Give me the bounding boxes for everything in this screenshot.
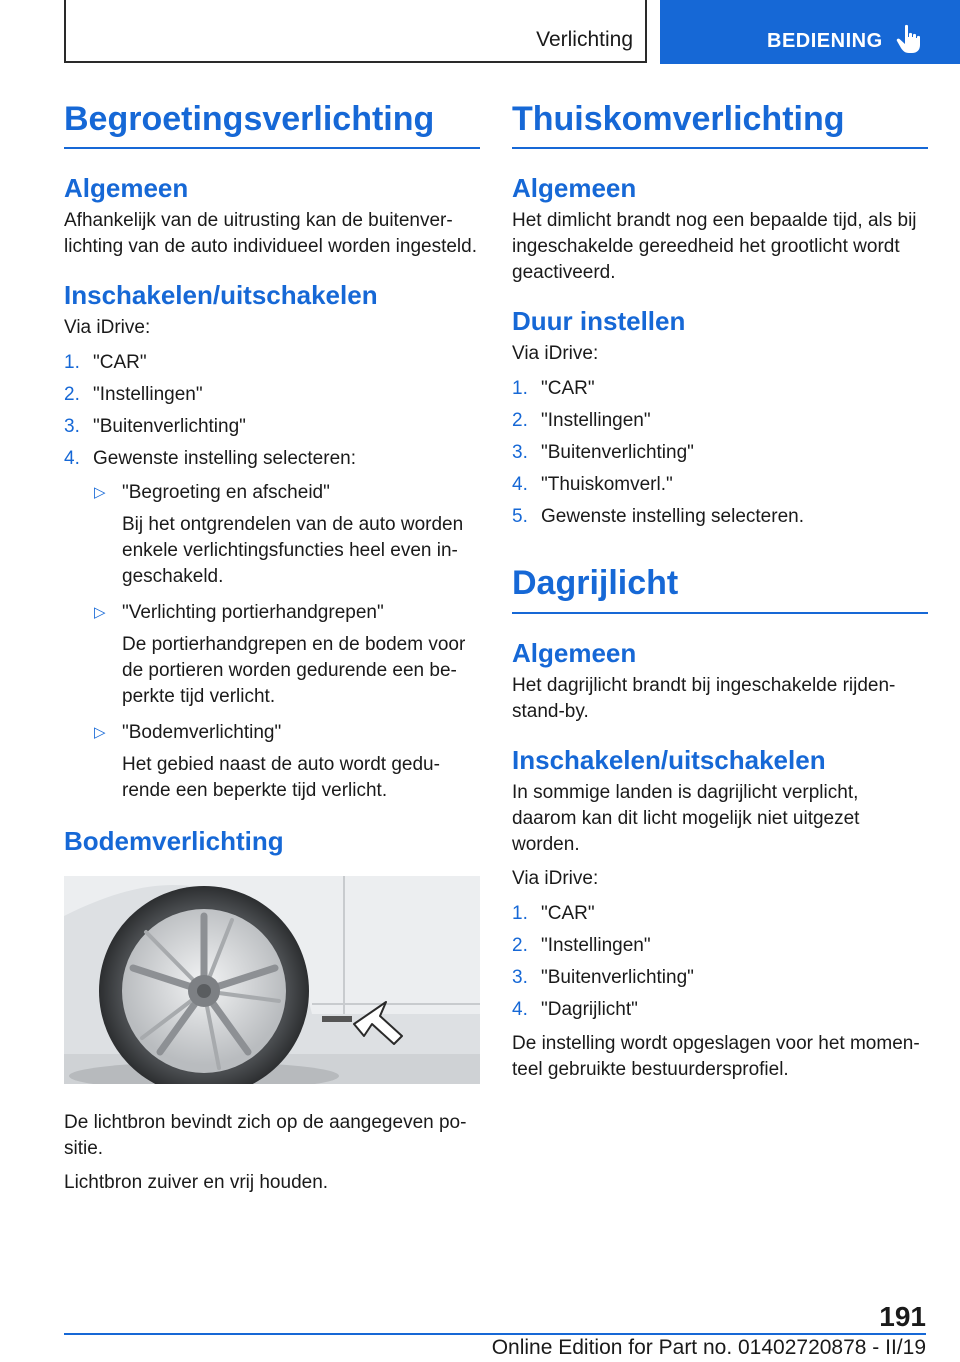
option-label: "Begroeting en afscheid" <box>122 482 330 504</box>
list-item <box>512 901 928 927</box>
paragraph-lichtbron-positie: De lichtbron bevindt zich op de aangegeven po-sitie. <box>64 1111 467 1159</box>
paragraph-via-idrive: Via iDrive: <box>512 867 599 889</box>
heading-thuiskomverlichting: Thuiskomverlichting <box>512 100 928 149</box>
heading-begroetingsverlichting: Begroetingsverlichting <box>64 100 480 149</box>
list-item <box>512 997 928 1023</box>
step-text: "Buitenverlichting" <box>541 442 694 464</box>
heading-inschakelen: Inschakelen/uitschakelen <box>512 744 826 775</box>
heading-algemeen: Algemeen <box>512 637 637 668</box>
triangle-bullet-icon: ▷ <box>94 604 106 622</box>
step-number: 3. <box>512 966 528 988</box>
list-item <box>64 446 480 472</box>
step-number: 2. <box>512 410 528 432</box>
step-text: "CAR" <box>93 352 147 374</box>
step-text: "CAR" <box>541 378 595 400</box>
page-header <box>0 0 960 66</box>
option-description: Bij het ontgrendelen van de auto worden enkele verlichtingsfuncties heel even in-geschakeld. <box>122 514 464 588</box>
section-tab <box>660 0 960 64</box>
heading-inschakelen: Inschakelen/uitschakelen <box>64 280 378 311</box>
list-item <box>512 965 928 991</box>
step-number: 2. <box>64 384 80 406</box>
options-list <box>64 480 480 804</box>
option-label: "Bodemverlichting" <box>122 722 282 744</box>
step-text: "CAR" <box>541 902 595 924</box>
step-number: 1. <box>512 902 528 924</box>
option-description: De portierhandgrepen en de bodem voor de portieren worden gedurende een be-perkte tijd verlicht. <box>122 634 466 708</box>
step-text: "Instellingen" <box>93 384 203 406</box>
heading-dagrijlicht: Dagrijlicht <box>512 564 928 613</box>
pointing-hand-icon <box>896 24 922 54</box>
step-text: Gewenste instelling selecteren. <box>541 506 804 528</box>
option-description: Het gebied naast de auto wordt gedu-rende een beperkte tijd verlicht. <box>122 754 440 802</box>
step-text: "Instellingen" <box>541 410 651 432</box>
section-title: BEDIENING <box>767 30 883 52</box>
step-number: 3. <box>512 442 528 464</box>
heading-bodemverlichting: Bodemverlichting <box>64 826 284 857</box>
step-text: "Thuiskomverl." <box>541 474 673 496</box>
paragraph-via-idrive: Via iDrive: <box>64 317 151 339</box>
triangle-bullet-icon: ▷ <box>94 484 106 502</box>
step-text: "Buitenverlichting" <box>93 416 246 438</box>
step-text: "Instellingen" <box>541 934 651 956</box>
list-item <box>512 440 928 466</box>
step-number: 4. <box>512 998 528 1020</box>
list-item <box>64 414 480 440</box>
list-item <box>512 504 928 530</box>
steps-list <box>64 350 480 472</box>
wheel-illustration <box>64 876 480 1084</box>
step-number: 2. <box>512 934 528 956</box>
car-wheel-image <box>64 876 480 1084</box>
right-column <box>512 100 928 1083</box>
paragraph-via-idrive: Via iDrive: <box>512 343 599 365</box>
edition-note: Online Edition for Part no. 01402720878 - II/19 <box>491 1336 926 1359</box>
list-item <box>512 472 928 498</box>
paragraph-algemeen: Afhankelijk van de uitrusting kan de buitenver-lichting van de auto individueel worden ingesteld. <box>64 210 477 258</box>
list-item <box>64 480 480 590</box>
step-number: 1. <box>512 378 528 400</box>
step-number: 4. <box>64 448 80 470</box>
list-item <box>512 376 928 402</box>
paragraph-dagrijlicht-algemeen: Het dagrijlicht brandt bij ingeschakelde rijden-stand-by. <box>512 674 896 722</box>
list-item <box>64 600 480 710</box>
chapter-title: Verlichting <box>536 28 633 51</box>
paragraph-dagrijlicht-inschakelen: In sommige landen is dagrijlicht verplicht, daarom kan dit licht mogelijk niet uitgezet worden. <box>512 781 860 855</box>
left-column <box>64 100 480 1196</box>
paragraph-lichtbron-zuiver: Lichtbron zuiver en vrij houden. <box>64 1171 329 1193</box>
list-item <box>64 720 480 804</box>
paragraph-instelling-opgeslagen: De instelling wordt opgeslagen voor het momen-teel gebruikte bestuurdersprofiel. <box>512 1032 920 1080</box>
list-item <box>64 382 480 408</box>
step-number: 3. <box>64 416 80 438</box>
chapter-tab <box>64 0 647 63</box>
heading-algemeen: Algemeen <box>64 173 189 204</box>
step-number: 4. <box>512 474 528 496</box>
steps-list <box>512 376 928 530</box>
step-text: "Buitenverlichting" <box>541 966 694 988</box>
list-item <box>512 933 928 959</box>
paragraph-algemeen: Het dimlicht brandt nog een bepaalde tijd, als bij ingeschakelde gereedheid het grootlicht wordt geactiveerd. <box>512 210 917 284</box>
footer-divider <box>64 1333 926 1335</box>
step-text: "Dagrijlicht" <box>541 998 638 1020</box>
page-number: 191 <box>879 1301 926 1332</box>
triangle-bullet-icon: ▷ <box>94 724 106 742</box>
step-number: 5. <box>512 506 528 528</box>
list-item <box>64 350 480 376</box>
list-item <box>512 408 928 434</box>
heading-duur-instellen: Duur instellen <box>512 306 686 337</box>
steps-list <box>512 901 928 1023</box>
heading-algemeen: Algemeen <box>512 173 637 204</box>
step-number: 1. <box>64 352 80 374</box>
step-text: Gewenste instelling selecteren: <box>93 448 356 470</box>
option-label: "Verlichting portierhandgrepen" <box>122 602 384 624</box>
